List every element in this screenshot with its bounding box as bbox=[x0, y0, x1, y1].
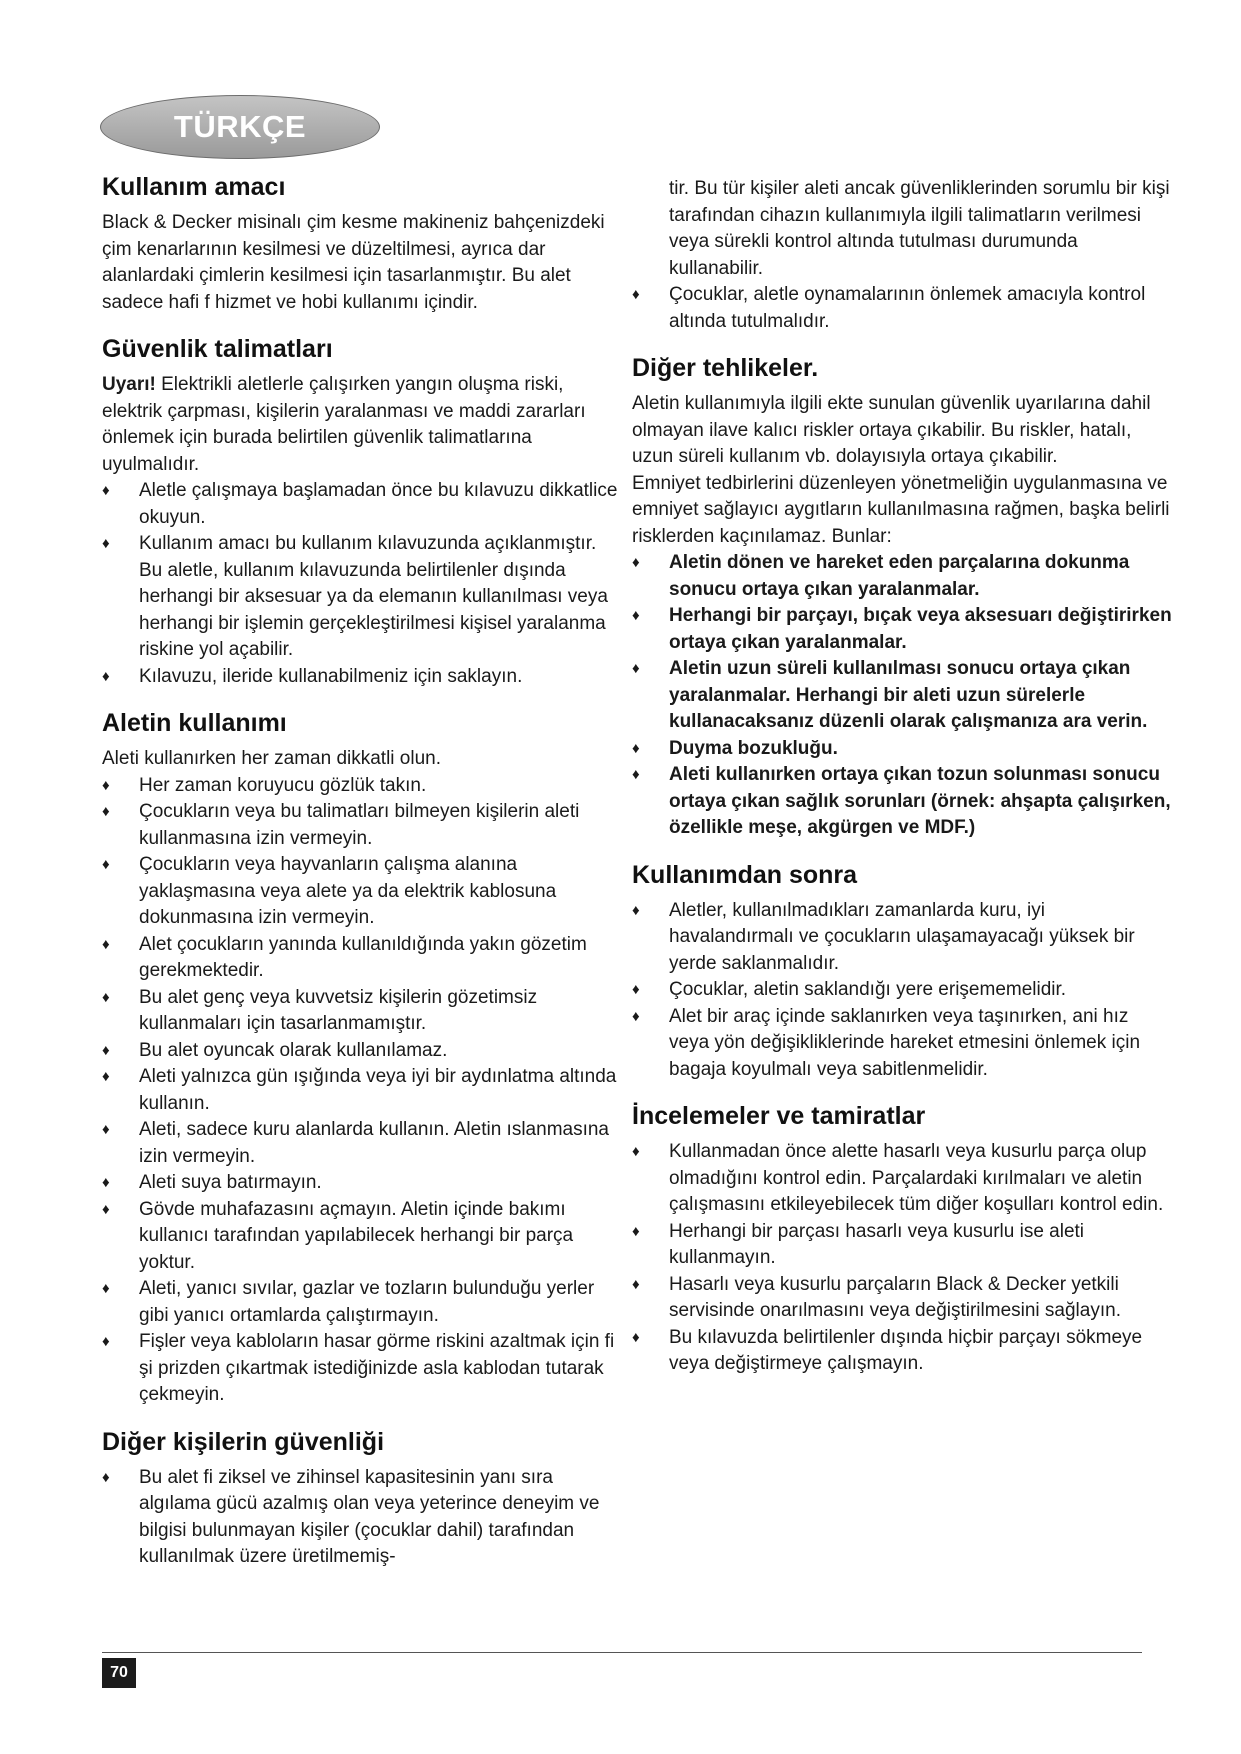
list-item: ♦ Aleti kullanırken ortaya çıkan tozun solunması sonucu ortaya çıkan sağlık sorunları (örnek: ahşapta çalışırken, özellikle meşe, akgürgen ve MDF.) bbox=[632, 764, 1171, 838]
bullet-icon: ♦ bbox=[102, 1041, 110, 1059]
list-item: ♦ Gövde muhafazasını açmayın. Aletin içinde bakımı kullanıcı tarafından yapılabilecek herhangi bir parça yoktur. bbox=[102, 1198, 574, 1273]
other-risks-heading: Diğer tehlikeler. bbox=[632, 354, 819, 382]
list-item: ♦ Çocukların veya bu talimatları bilmeyen kişilerin aleti kullanmasına izin vermeyin. bbox=[102, 801, 580, 849]
list-item: ♦ Bu alet oyuncak olarak kullanılamaz. bbox=[102, 1038, 622, 1065]
inspection-heading: İncelemeler ve tamiratlar bbox=[632, 1102, 926, 1130]
bullet-icon: ♦ bbox=[102, 856, 110, 873]
bullet-icon: ♦ bbox=[102, 935, 110, 953]
bullet-icon: ♦ bbox=[102, 803, 110, 820]
language-badge bbox=[100, 95, 380, 159]
bullet-icon: ♦ bbox=[102, 482, 110, 499]
others-safety-heading: Diğer kişilerin güvenliği bbox=[102, 1427, 385, 1456]
bullet-icon: ♦ bbox=[102, 535, 110, 552]
bullet-icon: ♦ bbox=[102, 776, 110, 794]
bullet-icon: ♦ bbox=[632, 286, 640, 303]
bullet-icon: ♦ bbox=[632, 1222, 640, 1240]
language-badge-label: TÜRKÇE bbox=[173, 109, 307, 144]
list-item: ♦ Kullanmadan önce alette hasarlı veya kusurlu parça olup olmadığını kontrol edin. Parçalardaki kırılmaları ve aletin çalışmasını etkileyebilecek tüm diğer koşulları kontrol edin. bbox=[632, 1141, 1164, 1215]
list-item: ♦ Bu kılavuzda belirtilenler dışında hiçbir parçayı sökmeye veya değiştirmeye çalışmayın. bbox=[632, 1326, 1143, 1374]
bullet-icon: ♦ bbox=[102, 988, 110, 1006]
bullet-icon: ♦ bbox=[632, 660, 640, 677]
left-column bbox=[102, 172, 622, 1571]
warning-text: Elektrikli aletlerle çalışırken yangın oluşma riski, elektrik çarpması, kişilerin yaralanması ve maddi zararları önlemek için burada belirtilen güvenlik talimatlarına uyulmalıdır. bbox=[102, 374, 586, 475]
right-column bbox=[632, 176, 1172, 1378]
list-item: ♦ Hasarlı veya kusurlu parçaların Black & Decker yetkili servisinde onarılmasını veya değiştirilmesini sağlayın. bbox=[632, 1273, 1121, 1321]
list-item: ♦ Kullanım amacı bu kullanım kılavuzunda açıklanmıştır. Bu aletle, kullanım kılavuzunda belirtilenler dışında herhangi bir aksesuar ya da elemanın kullanılması veya herhangi bir işlemin gerçekleştirilmesi kişisel yaralanma riskine yol açabilir. bbox=[102, 533, 608, 660]
tool-use-intro: Aleti kullanırken her zaman dikkatli olun. bbox=[102, 748, 442, 769]
continuation-text: tir. Bu tür kişiler aleti ancak güvenliklerinden sorumlu bir kişi tarafından cihazın kullanımıyla ilgili talimatların verilmesi veya sürekli kontrol altında tutulması durumunda kullanabilir. bbox=[669, 178, 1170, 279]
list-item: ♦ Çocuklar, aletle oynamalarının önlemek amacıyla kontrol altında tutulmalıdır. bbox=[632, 284, 1146, 332]
tool-use-list bbox=[102, 773, 622, 1409]
list-item: ♦ Fişler veya kabloların hasar görme riskini azaltmak için fi şi prizden çıkartmak istediğinizde asla kablodan tutarak çekmeyin. bbox=[102, 1331, 615, 1405]
bullet-icon: ♦ bbox=[632, 554, 640, 571]
bullet-icon: ♦ bbox=[102, 1200, 110, 1218]
bullet-icon: ♦ bbox=[102, 1174, 110, 1191]
bullet-icon: ♦ bbox=[632, 1275, 640, 1293]
footer-divider bbox=[102, 1652, 1142, 1653]
warning-label: Uyarı! bbox=[102, 374, 156, 395]
safety-heading: Güvenlik talimatları bbox=[102, 335, 333, 363]
other-risks-text-1: Aletin kullanımıyla ilgili ekte sunulan güvenlik uyarılarına dahil olmayan ilave kalıcı riskler ortaya çıkabilir. Bu riskler, hatalı, uzun süreli kullanım vb. dolayısıyla ortaya çıkabilir. bbox=[632, 393, 1151, 467]
list-item: ♦ Herhangi bir parçayı, bıçak veya aksesuarı değiştirirken ortaya çıkan yaralanmalar. bbox=[632, 605, 1172, 653]
list-item: ♦ Alet bir araç içinde saklanırken veya taşınırken, ani hız veya yön değişikliklerinde hareket etmesini önlemek için bagaja koyulmalı veya sabitlenmelidir. bbox=[632, 1005, 1141, 1080]
other-risks-list bbox=[632, 550, 1172, 842]
list-item: ♦ Bu alet genç veya kuvvetsiz kişilerin gözetimsiz kullanmaları için tasarlanmamıştır. bbox=[102, 986, 538, 1034]
page-number: 70 bbox=[102, 1658, 136, 1688]
safety-list bbox=[102, 478, 622, 690]
bullet-icon: ♦ bbox=[632, 739, 640, 757]
list-item: ♦ Aletin uzun süreli kullanılması sonucu ortaya çıkan yaralanmalar. Herhangi bir aleti uzun sürelerle kullanacaksanız düzenli olarak çalışmanıza ara verin. bbox=[632, 658, 1148, 732]
list-item: ♦ Her zaman koruyucu gözlük takın. bbox=[102, 773, 622, 800]
continuation-list bbox=[632, 282, 1172, 335]
list-item: ♦ Aleti yalnızca gün ışığında veya iyi bir aydınlatma altında kullanın. bbox=[102, 1066, 617, 1114]
bullet-icon: ♦ bbox=[632, 1143, 640, 1160]
list-item: ♦ Herhangi bir parçası hasarlı veya kusurlu ise aleti kullanmayın. bbox=[632, 1220, 1085, 1268]
bullet-icon: ♦ bbox=[632, 981, 640, 998]
bullet-icon: ♦ bbox=[102, 1121, 110, 1138]
bullet-icon: ♦ bbox=[102, 667, 110, 685]
bullet-icon: ♦ bbox=[102, 1333, 110, 1350]
list-item: ♦ Bu alet fi ziksel ve zihinsel kapasitesinin yanı sıra algılama gücü azalmış olan veya yeterince deneyim ve bilgisi bulunmayan kişiler (çocuklar dahil) tarafından kullanılmak üzere üretilmemiş- bbox=[102, 1466, 600, 1567]
list-item: ♦ Aletin dönen ve hareket eden parçalarına dokunma sonucu ortaya çıkan yaralanmalar. bbox=[632, 552, 1130, 600]
list-item: ♦ Aleti, yanıcı sıvılar, gazlar ve tozların bulunduğu yerler gibi yanıcı ortamlarda çalıştırmayın. bbox=[102, 1278, 595, 1326]
inspection-list bbox=[632, 1139, 1172, 1378]
after-use-list bbox=[632, 898, 1172, 1084]
safety-warning bbox=[102, 372, 622, 478]
list-item: ♦ Duyma bozukluğu. bbox=[632, 736, 1172, 763]
intended-use-text: Black & Decker misinalı çim kesme makineniz bahçenizdeki çim kenarlarının kesilmesi ve düzeltilmesi, ayrıca dar alanlardaki çimlerin kesilmesi için tasarlanmıştır. Bu alet sadece hafi f hizmet ve hobi kullanımı içindir. bbox=[102, 212, 605, 313]
list-item: ♦ Aletle çalışmaya başlamadan önce bu kılavuzu dikkatlice okuyun. bbox=[102, 480, 618, 528]
bullet-icon: ♦ bbox=[632, 1007, 640, 1025]
list-item: ♦ Çocuklar, aletin saklandığı yere erişememelidir. bbox=[632, 977, 1172, 1004]
list-item: ♦ Alet çocukların yanında kullanıldığında yakın gözetim gerekmektedir. bbox=[102, 933, 587, 981]
bullet-icon: ♦ bbox=[632, 901, 640, 919]
after-use-heading: Kullanımdan sonra bbox=[632, 860, 858, 889]
bullet-icon: ♦ bbox=[632, 766, 640, 783]
list-item: ♦ Kılavuzu, ileride kullanabilmeniz için saklayın. bbox=[102, 664, 622, 691]
bullet-icon: ♦ bbox=[632, 1328, 640, 1346]
list-item: ♦ Aleti, sadece kuru alanlarda kullanın. Aletin ıslanmasına izin vermeyin. bbox=[102, 1119, 609, 1167]
other-risks-text-2: Emniyet tedbirlerini düzenleyen yönetmeliğin uygulanmasına ve emniyet sağlayıcı aygıtların kullanılmasına rağmen, başka belirli risklerden kaçınılamaz. Bunlar: bbox=[632, 472, 1170, 547]
others-safety-list bbox=[102, 1465, 622, 1571]
bullet-icon: ♦ bbox=[102, 1280, 110, 1297]
bullet-icon: ♦ bbox=[102, 1068, 110, 1085]
list-item: ♦ Çocukların veya hayvanların çalışma alanına yaklaşmasına veya alete ya da elektrik kablosuna dokunmasına izin vermeyin. bbox=[102, 854, 557, 928]
bullet-icon: ♦ bbox=[102, 1468, 110, 1486]
list-item: ♦ Aletler, kullanılmadıkları zamanlarda kuru, iyi havalandırmalı ve çocukların ulaşamayacağı yüksek bir yerde saklanmalıdır. bbox=[632, 899, 1135, 974]
list-item: ♦ Aleti suya batırmayın. bbox=[102, 1170, 622, 1197]
bullet-icon: ♦ bbox=[632, 607, 640, 624]
intended-use-heading: Kullanım amacı bbox=[102, 173, 286, 201]
tool-use-heading: Aletin kullanımı bbox=[102, 709, 287, 737]
